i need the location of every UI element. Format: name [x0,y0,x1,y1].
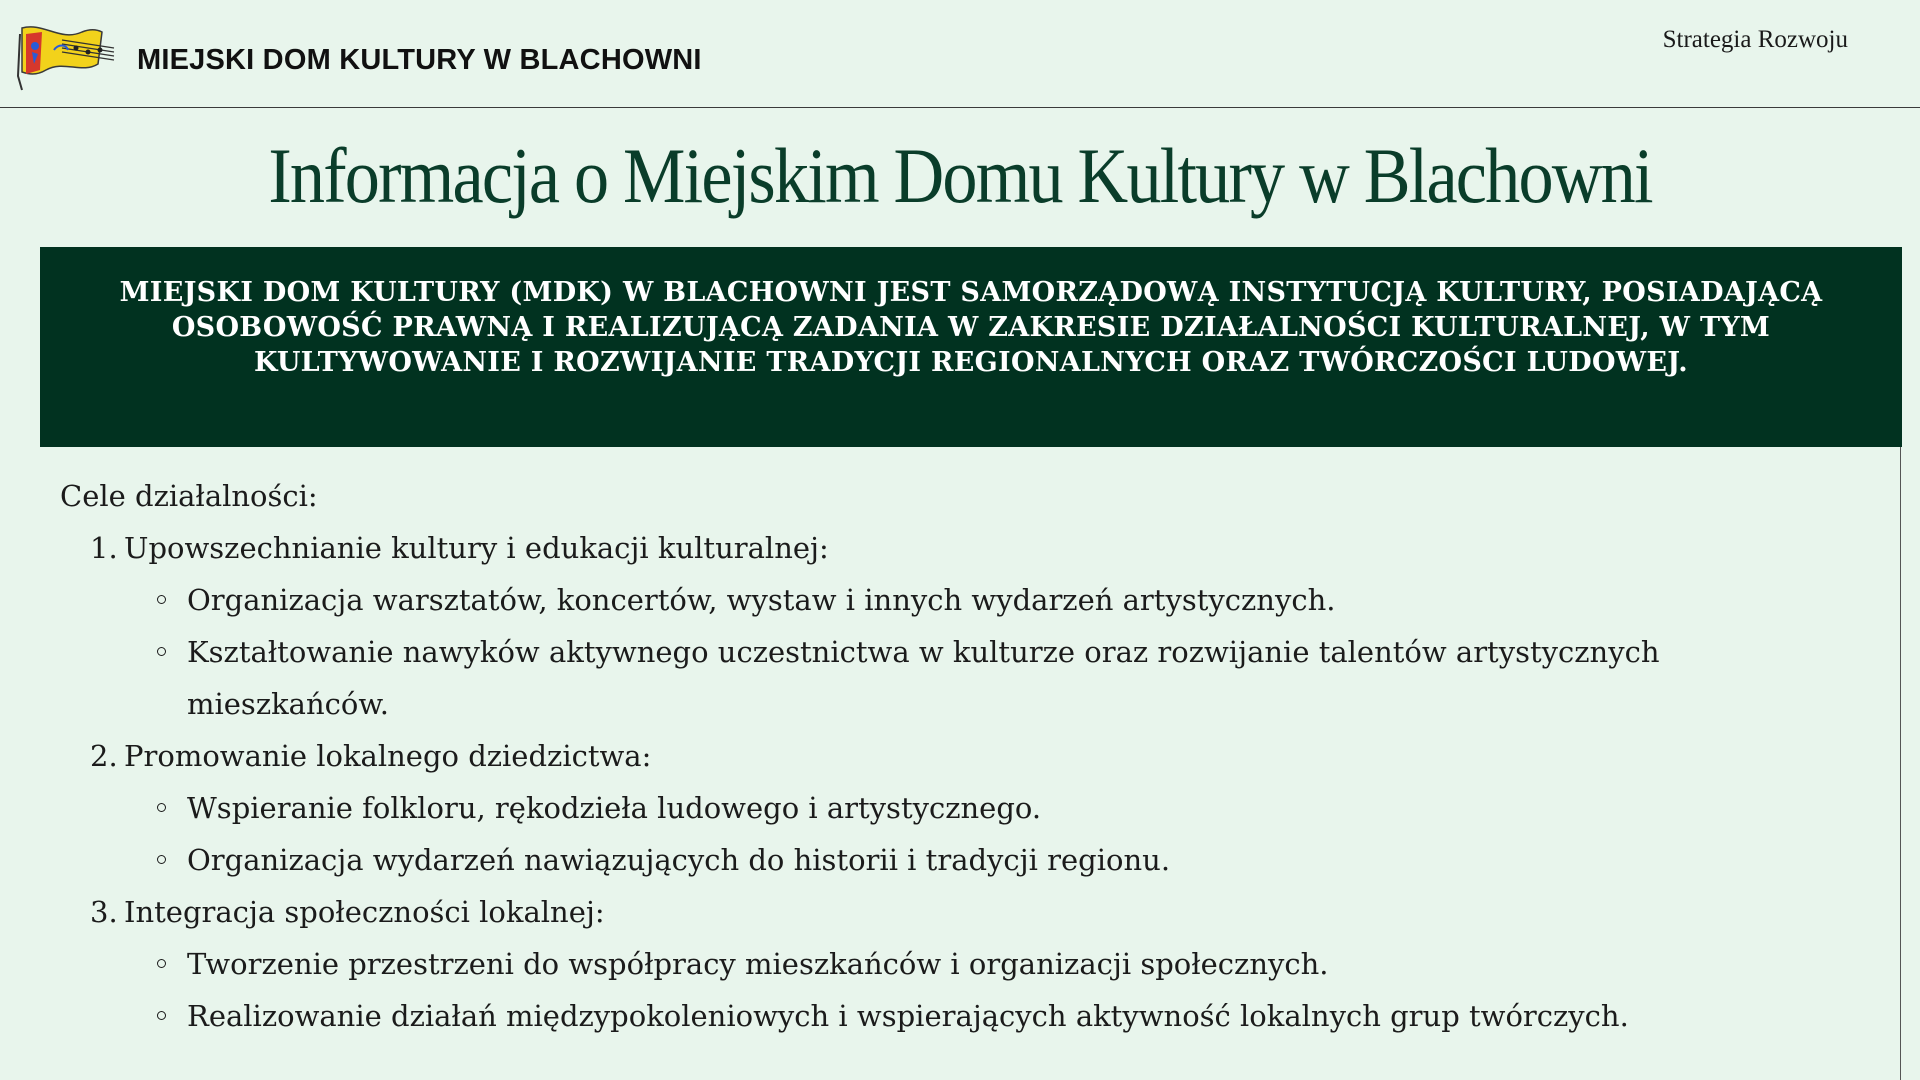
goal-item [60,730,1860,782]
goal-subitem [60,990,1860,1042]
goal-subitem [60,782,1860,834]
goal-subitem-text: Organizacja wydarzeń nawiązujących do historii i tradycji regionu. [187,843,1171,877]
goal-subitem-text: Kształtowanie nawyków aktywnego uczestnictwa w kulturze oraz rozwijanie talentów artystycznych mieszkańców. [187,635,1660,721]
goal-subitem-text: Wspieranie folkloru, rękodzieła ludowego i artystycznego. [187,791,1042,825]
goal-item [60,886,1860,938]
goal-title: Upowszechnianie kultury i edukacji kulturalnej: [124,531,829,565]
goal-title: Promowanie lokalnego dziedzictwa: [124,739,652,773]
page-header [0,0,1920,108]
goal-number: 3. [90,895,118,929]
intro-banner [40,247,1902,447]
goal-title: Integracja społeczności lokalnej: [124,895,605,929]
goal-subitem-text: Realizowanie działań międzypokoleniowych i wspierających aktywność lokalnych grup twórczych. [187,999,1629,1033]
goal-subitem [60,938,1860,990]
banner-text: MIEJSKI DOM KULTURY (MDK) W BLACHOWNI JEST SAMORZĄDOWĄ INSTYTUCJĄ KULTURY, POSIADAJĄCĄ OSOBOWOŚĆ PRAWNĄ I REALIZUJĄCĄ ZADANIA W ZAKRESIE DZIAŁALNOŚCI KULTURALNEJ, W TYM KULTYWOWANIE I ROZWIJANIE TRADYCJI REGIONALNYCH ORAZ TWÓRCZOŚCI LUDOWEJ. [119,277,1823,378]
goal-subitem-text: Organizacja warsztatów, koncertów, wystaw i innych wydarzeń artystycznych. [187,583,1336,617]
content-divider [1900,447,1901,1080]
circle-bullet-icon [157,803,166,812]
goal-subitem [60,574,1860,626]
goal-number: 2. [90,739,118,773]
circle-bullet-icon [157,1011,166,1020]
flag-logo-icon[interactable] [16,20,120,92]
page-title: Informacja o Miejskim Domu Kultury w Blachowni [268,132,1652,219]
goal-subitem [60,626,1860,730]
circle-bullet-icon [157,647,166,656]
goals-heading: Cele działalności: [60,479,318,513]
goals-section [60,470,1860,1042]
goal-subitem-text: Tworzenie przestrzeni do współpracy mieszkańców i organizacji społecznych. [187,947,1329,981]
circle-bullet-icon [157,855,166,864]
strategy-link[interactable]: Strategia Rozwoju [1662,26,1848,53]
goal-subitem [60,834,1860,886]
circle-bullet-icon [157,595,166,604]
organization-name: MIEJSKI DOM KULTURY W BLACHOWNI [137,44,702,76]
goal-item [60,522,1860,574]
goal-number: 1. [90,531,118,565]
circle-bullet-icon [157,959,166,968]
